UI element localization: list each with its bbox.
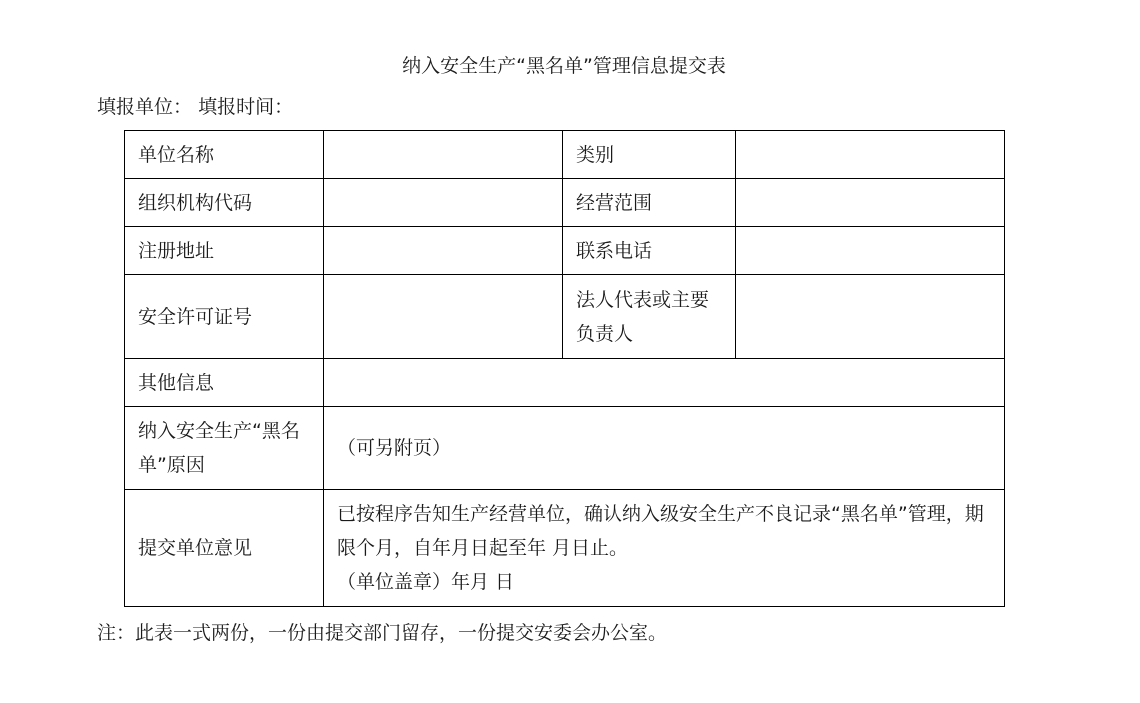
table-row: [125, 179, 1005, 227]
fill-info-line: [97, 93, 293, 121]
table-row: [125, 359, 1005, 407]
address-field[interactable]: [324, 227, 563, 275]
legal-rep-field[interactable]: [736, 275, 1005, 359]
phone-field[interactable]: [736, 227, 1005, 275]
address-label: 注册地址: [125, 227, 324, 275]
opinion-label: 提交单位意见: [125, 490, 324, 607]
business-scope-field[interactable]: [736, 179, 1005, 227]
table-row: [125, 490, 1005, 607]
table-row: [125, 227, 1005, 275]
opinion-text: 已按程序告知生产经营单位，确认纳入级安全生产不良记录“黑名单”管理，期限个月，自年月日起至年 月日止。: [337, 503, 984, 559]
reason-label: 纳入安全生产“黑名单”原因: [125, 407, 324, 490]
unit-name-field[interactable]: [324, 131, 563, 179]
phone-label: 联系电话: [563, 227, 736, 275]
license-no-field[interactable]: [324, 275, 563, 359]
license-no-label: 安全许可证号: [125, 275, 324, 359]
table-row: [125, 407, 1005, 490]
reason-field[interactable]: （可另附页）: [324, 407, 1005, 490]
table-row: [125, 131, 1005, 179]
form-title: 纳入安全生产“黑名单”管理信息提交表: [402, 55, 726, 77]
legal-rep-label: 法人代表或主要负责人: [563, 275, 736, 359]
org-code-field[interactable]: [324, 179, 563, 227]
blacklist-info-table: [124, 130, 1005, 607]
table-row: [125, 275, 1005, 359]
fill-time-label: 填报时间：: [198, 96, 294, 118]
category-field[interactable]: [736, 131, 1005, 179]
unit-name-label: 单位名称: [125, 131, 324, 179]
opinion-seal-line: （单位盖章）年月 日: [337, 571, 515, 593]
category-label: 类别: [563, 131, 736, 179]
org-code-label: 组织机构代码: [125, 179, 324, 227]
business-scope-label: 经营范围: [563, 179, 736, 227]
fill-unit-label: 填报单位：: [97, 96, 193, 118]
other-info-label: 其他信息: [125, 359, 324, 407]
other-info-field[interactable]: [324, 359, 1005, 407]
footnote: 注：此表一式两份，一份由提交部门留存，一份提交安委会办公室。: [97, 622, 668, 644]
opinion-field[interactable]: [324, 490, 1005, 607]
